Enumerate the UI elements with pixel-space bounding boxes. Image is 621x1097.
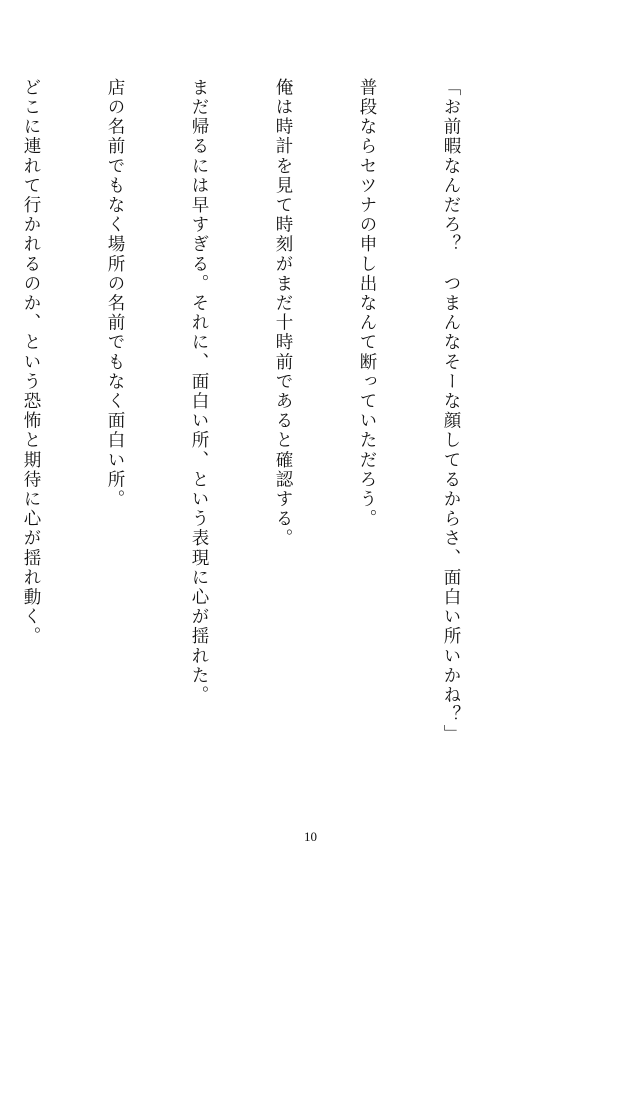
- text-line: 「お前暇なんだろ？ つまんなそーな顔してるからさ、面白い所いかね？」: [441, 78, 461, 745]
- text-line: まだ帰るには早すぎる。それに、面白い所、という表現に心が揺れた。: [189, 78, 209, 706]
- text-line: 俺は時計を見て時刻がまだ十時前であると確認する。: [273, 78, 293, 549]
- text-line: どこに連れて行かれるのか、という恐怖と期待に心が揺れ動く。: [21, 78, 41, 647]
- text-line: 普段ならセツナの申し出なんて断っていただろう。: [357, 78, 377, 529]
- text-line: 店の名前でもなく場所の名前でもなく面白い所。: [105, 78, 125, 510]
- vertical-text-body: [0, 78, 521, 818]
- page-number: 10: [304, 829, 317, 844]
